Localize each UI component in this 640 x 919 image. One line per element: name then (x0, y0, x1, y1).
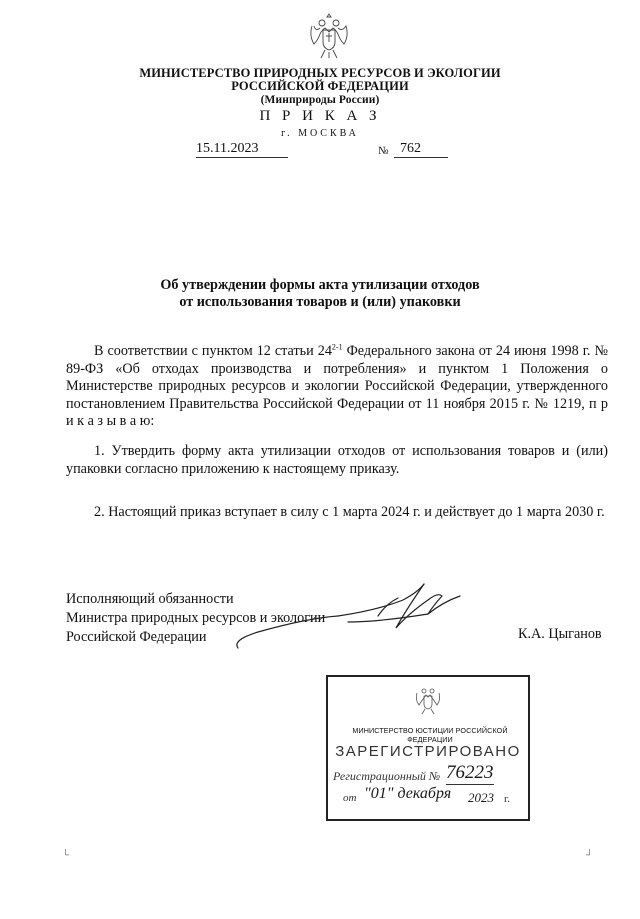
preamble-part1: В соответствии с пунктом 12 статьи 24 (94, 343, 332, 359)
signatory-line3: Российской Федерации (66, 629, 207, 645)
order-title-line1: Об утверждении формы акта утилизации отходов (160, 277, 480, 293)
paragraph-item-1: 1. Утвердить форму акта утилизации отходов от использования товаров и (или) упаковки согласно приложению к настоящему приказу. (66, 443, 608, 477)
paragraph-item-2: 2. Настоящий приказ вступает в силу с 1 марта 2024 г. и действует до 1 марта 2030 г. (94, 504, 605, 520)
city: г. МОСКВА (281, 128, 359, 139)
stamp-year-suffix: г. (504, 793, 511, 805)
stamp-reg-year: 2023 (468, 790, 494, 805)
signatory-name: К.А. Цыганов (518, 626, 602, 642)
document-type: П Р И К А З (259, 108, 381, 124)
number-sign: № (378, 145, 389, 157)
stamp-reg-date: "01" декабря (364, 785, 452, 802)
order-number: 762 (394, 141, 448, 158)
handwritten-signature (228, 570, 478, 660)
order-title-line2: от использования товаров и (или) упаковки (179, 294, 461, 310)
ministry-short-name: (Минприроды России) (260, 94, 380, 106)
signatory-line1: Исполняющий обязанности (66, 591, 234, 607)
stamp-registered: ЗАРЕГИСТРИРОВАНО (335, 743, 521, 760)
order-date: 15.11.2023 (196, 141, 288, 158)
corner-mark-left: └ (62, 850, 70, 861)
ministry-name-line2: РОССИЙСКОЙ ФЕДЕРАЦИИ (231, 79, 409, 93)
preamble-part2: Федерального закона от 24 июня 1998 г. № 89-ФЗ «Об отходах производства и потребления» и пунктом 1 Положения о Министерстве природных ресурсов и экологии Российской Федерации, утвержденного постановлением Правительства Российской Федерации от 11 ноября 2015 г. № 1219, п р и к а з ы в а ю: (66, 343, 609, 430)
coat-of-arms-icon (306, 10, 352, 62)
signatory-line2: Министра природных ресурсов и экологии (66, 610, 326, 626)
stamp-organization: МИНИСТЕРСТВО ЮСТИЦИИ РОССИЙСКОЙ ФЕДЕРАЦИИ (352, 726, 508, 744)
stamp-coat-of-arms-icon (414, 683, 442, 715)
article-superscript: 2-1 (331, 342, 343, 352)
paragraph-preamble (66, 343, 608, 431)
ministry-name-line1: МИНИСТЕРСТВО ПРИРОДНЫХ РЕСУРСОВ И ЭКОЛОГИИ (139, 66, 501, 80)
stamp-reg-number-label: Регистрационный № (333, 769, 441, 783)
stamp-from-label: от (343, 792, 357, 804)
stamp-reg-number: 76223 (446, 762, 494, 783)
corner-mark-right: ┘ (586, 850, 594, 861)
registration-stamp (326, 675, 530, 821)
